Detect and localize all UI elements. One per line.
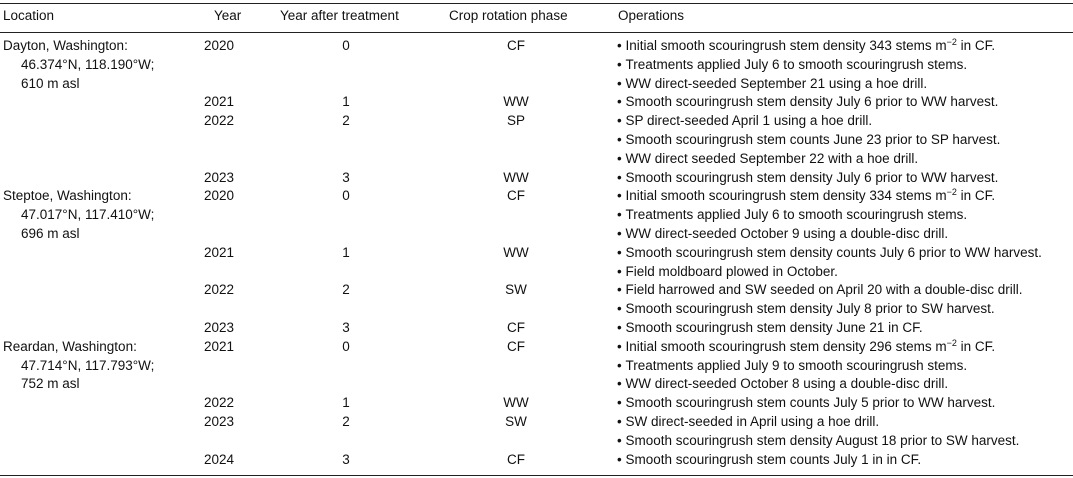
location-elevation: 752 m asl <box>21 376 80 392</box>
location-elevation: 696 m asl <box>21 225 80 241</box>
operations-cell <box>617 112 1072 168</box>
location-cell <box>3 338 203 394</box>
operation-item: • WW direct seeded September 22 with a hoe drill. <box>617 150 1072 169</box>
operation-item: • Smooth scouringrush stem density July 8 prior to SW harvest. <box>617 300 1072 319</box>
operation-item: • Treatments applied July 6 to smooth scouringrush stems. <box>617 206 1072 225</box>
operations-cell <box>617 37 1072 93</box>
operation-item: • Initial smooth scouringrush stem density 334 stems $m^{-2}$ in CF. <box>617 187 1072 206</box>
operation-item: • SW direct-seeded in April using a hoe drill. <box>617 413 1072 432</box>
crop-rotation-phase-cell: CF <box>507 338 525 354</box>
header-crop-rotation-phase: Crop rotation phase <box>449 8 568 23</box>
crop-rotation-phase-cell: SP <box>506 113 525 129</box>
operations-cell <box>617 394 1072 413</box>
crop-rotation-phase-cell: CF <box>507 38 525 53</box>
year-after-treatment-cell: 0 <box>342 188 350 204</box>
year-after-treatment-cell: 0 <box>342 338 350 354</box>
location-coords: 46.374°N, 118.190°W; <box>21 56 155 72</box>
operation-item: • Smooth scouringrush stem density August 18 prior to SW harvest. <box>617 432 1072 451</box>
header-operations: Operations <box>618 8 685 23</box>
operations-cell <box>617 187 1072 243</box>
operations-cell <box>617 413 1072 451</box>
location-name: Steptoe, Washington: <box>3 188 132 204</box>
year-cell: 2024 <box>204 451 235 467</box>
operations-cell <box>617 93 1072 112</box>
year-after-treatment-cell: 1 <box>342 244 350 260</box>
year-cell: 2022 <box>204 395 235 411</box>
top-rule <box>0 3 1073 4</box>
year-after-treatment-cell: 0 <box>342 38 350 53</box>
year-cell: 2022 <box>204 282 235 298</box>
crop-rotation-phase-cell: WW <box>503 169 529 185</box>
operation-item: • Smooth scouringrush stem counts July 5 prior to WW harvest. <box>617 394 1072 413</box>
operation-item: • Field moldboard plowed in October. <box>617 263 1072 282</box>
operation-item: • Smooth scouringrush stem counts July 1 in in CF. <box>617 451 1072 470</box>
header-year-after-treatment: Year after treatment <box>280 8 399 23</box>
operation-item: • Treatments applied July 6 to smooth scouringrush stems. <box>617 56 1072 75</box>
operations-cell <box>617 169 1072 188</box>
operation-item: • Smooth scouringrush stem density July 6 prior to WW harvest. <box>617 169 1072 188</box>
header-year: Year <box>214 8 242 23</box>
operation-item: • WW direct-seeded October 9 using a double-disc drill. <box>617 225 1072 244</box>
crop-rotation-phase-cell: CF <box>507 320 525 335</box>
year-cell: 2021 <box>204 244 235 260</box>
year-after-treatment-cell: 2 <box>342 414 350 429</box>
bottom-rule <box>0 475 1073 476</box>
operations-cell <box>617 319 1072 338</box>
year-cell: 2021 <box>204 94 235 110</box>
operations-cell <box>617 281 1072 319</box>
header-location: Location <box>3 8 55 23</box>
operation-item: • Smooth scouringrush stem density counts July 6 prior to WW harvest. <box>617 244 1072 263</box>
year-cell: 2023 <box>204 169 235 185</box>
operation-item: • Treatments applied July 9 to smooth scouringrush stems. <box>617 357 1072 376</box>
year-after-treatment-cell: 3 <box>342 320 350 335</box>
year-cell: 2020 <box>204 188 235 204</box>
operations-cell <box>617 451 1072 470</box>
year-after-treatment-cell: 2 <box>342 113 350 129</box>
crop-rotation-phase-cell: SW <box>505 282 527 298</box>
location-cell <box>3 187 203 243</box>
year-cell: 2023 <box>204 320 235 335</box>
location-name: Reardan, Washington: <box>3 338 137 354</box>
operation-item: • Smooth scouringrush stem density June 21 in CF. <box>617 319 1072 338</box>
year-cell: 2022 <box>204 113 235 129</box>
operations-cell <box>617 338 1072 394</box>
year-cell: 2020 <box>204 38 235 53</box>
operation-item: • Initial smooth scouringrush stem density 296 stems $m^{-2}$ in CF. <box>617 338 1072 357</box>
crop-rotation-phase-cell: CF <box>507 451 525 467</box>
location-cell <box>3 37 203 93</box>
year-after-treatment-cell: 1 <box>342 94 350 110</box>
operation-item: • WW direct-seeded October 8 using a double-disc drill. <box>617 375 1072 394</box>
year-cell: 2021 <box>204 338 235 354</box>
crop-rotation-phase-cell: WW <box>503 395 529 411</box>
crop-rotation-phase-cell: CF <box>507 188 525 204</box>
operation-item: • WW direct-seeded September 21 using a hoe drill. <box>617 75 1072 94</box>
location-name: Dayton, Washington: <box>3 38 128 53</box>
crop-rotation-phase-cell: SW <box>505 414 527 429</box>
operation-item: • Smooth scouringrush stem counts June 23 prior to SP harvest. <box>617 131 1072 150</box>
year-after-treatment-cell: 1 <box>342 395 350 411</box>
location-elevation: 610 m asl <box>21 75 80 91</box>
year-after-treatment-cell: 2 <box>342 282 350 298</box>
operation-item: • Smooth scouringrush stem density July 6 prior to WW harvest. <box>617 93 1072 112</box>
location-coords: 47.017°N, 117.410°W; <box>21 207 155 223</box>
year-after-treatment-cell: 3 <box>342 169 350 185</box>
operation-item: • SP direct-seeded April 1 using a hoe drill. <box>617 112 1072 131</box>
location-coords: 47.714°N, 117.793°W; <box>21 357 155 373</box>
year-after-treatment-cell: 3 <box>342 451 350 467</box>
year-cell: 2023 <box>204 414 235 429</box>
operation-item: • Field harrowed and SW seeded on April 20 with a double-disc drill. <box>617 281 1072 300</box>
operation-item: • Initial smooth scouringrush stem density 343 stems $m^{-2}$ in CF. <box>617 37 1072 56</box>
operations-cell <box>617 244 1072 282</box>
header-rule <box>0 32 1073 33</box>
crop-rotation-phase-cell: WW <box>503 94 529 110</box>
crop-rotation-phase-cell: WW <box>503 244 529 260</box>
